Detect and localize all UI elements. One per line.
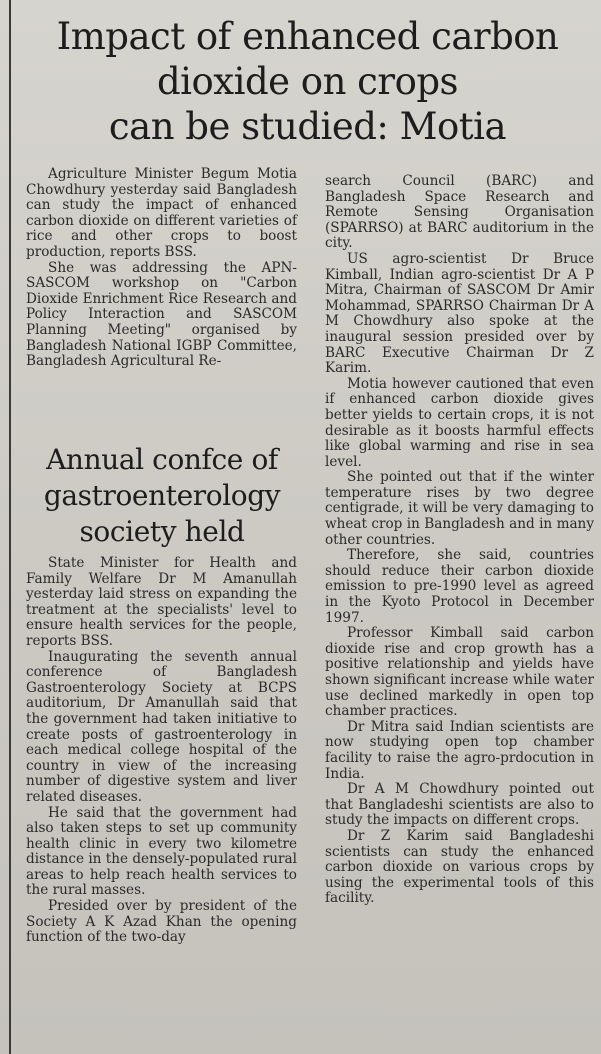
article1-left-column	[26, 167, 297, 370]
article2-paragraph: He said that the government had also taken steps to set up community health clinic in every two kilometre distance in the densely-populated rural areas to help reach health services to the rural masses.	[26, 804, 298, 899]
article2-headline	[18, 442, 306, 550]
article2-paragraph: Presided over by president of the Society A K Azad Khan the opening function of the two-day	[26, 898, 297, 946]
headline-line-1: Impact of enhanced carbon	[56, 15, 559, 58]
article1-paragraph: Professor Kimball said carbon dioxide rise and crop growth has a positive relationship and yields have shown significant increase while water use declined markedly in open top chamber practices.	[325, 625, 594, 720]
article1-paragraph: Therefore, she said, countries should reduce their carbon dioxide emission to pre-1990 level as agreed in the Kyoto Protocol in December 1997.	[325, 547, 594, 626]
article1-paragraph: Agriculture Minister Begum Motia Chowdhury yesterday said Bangladesh can study the impact of enhanced carbon dioxide on different varieties of rice and other crops to boost production, reports BSS.	[26, 166, 297, 260]
article1-paragraph: Dr Mitra said Indian scientists are now studying open top chamber facility to raise the agro-prdocution in India.	[325, 718, 594, 782]
column-rule	[9, 0, 11, 1054]
article1-paragraph-continued: search Council (BARC) and Bangladesh Space Research and Remote Sensing Organisation (SPARRSO) at BARC auditorium in the city.	[325, 173, 594, 252]
article2-headline-line-1: Annual confce of	[46, 443, 278, 476]
article2-headline-line-3: society held	[79, 515, 245, 548]
article2-paragraph: Inaugurating the seventh annual conference of Bangladesh Gastroenterology Society at BCPS auditorium, Dr Amanullah said that the government had taken initiative to create posts of gastroenterology in each medical college hospital of the country in view of the increasing number of digestive system and liver related diseases.	[26, 648, 297, 805]
headline-line-3: can be studied: Motia	[108, 105, 507, 148]
article2-column	[26, 556, 297, 946]
main-headline	[14, 14, 601, 149]
article1-paragraph: She was addressing the APN-SASCOM workshop on "Carbon Dioxide Enrichment Rice Research and Policy Interaction and SASCOM Planning Meeting" organised by Bangladesh National IGBP Committee, Bangladesh Agricultural Re-	[26, 259, 297, 370]
article1-paragraph: US agro-scientist Dr Bruce Kimball, Indian agro-scientist Dr A P Mitra, Chairman of SASCOM Dr Amir Mohammad, SPARRSO Chairman Dr A M Chowdhury also spoke at the inaugural session presided over by BARC Executive Chairman Dr Z Karim.	[325, 250, 594, 377]
article1-paragraph: Dr Z Karim said Bangladeshi scientists can study the enhanced carbon dioxide on various crops by using the experimental tools of this facility.	[325, 827, 594, 907]
article1-paragraph: Motia however cautioned that even if enhanced carbon dioxide gives better yields to certain crops, it is not desirable as it boosts harmful effects like global warming and rise in sea level.	[325, 375, 594, 470]
article1-paragraph: She pointed out that if the winter temperature rises by two degree centigrade, it will be very damaging to wheat crop in Bangladesh and in many other countries.	[325, 469, 594, 548]
article2-headline-line-2: gastroenterology	[43, 479, 281, 512]
article1-paragraph: Dr A M Chowdhury pointed out that Bangladeshi scientists are also to study the impacts on different crops.	[325, 781, 594, 829]
article2-paragraph: State Minister for Health and Family Welfare Dr M Amanullah yesterday laid stress on expanding the treatment at the specialists' level to ensure health services for the people, reports BSS.	[26, 555, 297, 649]
article1-right-column	[325, 174, 594, 907]
headline-line-2: dioxide on crops	[156, 60, 459, 103]
